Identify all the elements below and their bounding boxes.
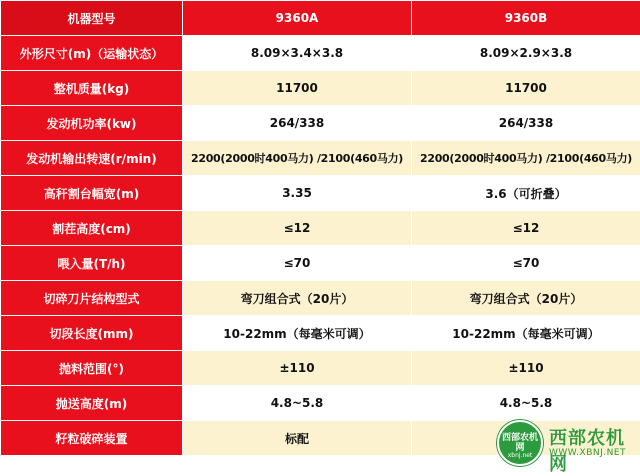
spec-label: 籽粒破碎装置 — [1, 421, 183, 456]
spec-label: 高秆割台幅宽(m) — [1, 176, 183, 211]
spec-label: 切碎刀片结构型式 — [1, 281, 183, 316]
table-row — [1, 176, 640, 211]
table-row — [1, 36, 640, 71]
model-b-value: 3.6（可折叠） — [412, 176, 640, 211]
spec-label: 喂入量(T/h) — [1, 246, 183, 281]
spec-label: 外形尺寸(m)（运输状态） — [1, 36, 183, 71]
spec-label: 割茬高度(cm) — [1, 211, 183, 246]
model-a-value: 2200(2000时400马力) /2100(460马力) — [183, 141, 412, 176]
spec-label: 切段长度(mm) — [1, 316, 183, 351]
model-a-value: 10-22mm（每毫米可调） — [183, 316, 412, 351]
model-a-value: ±110 — [183, 351, 412, 386]
model-b-value — [412, 421, 640, 456]
table-row — [1, 141, 640, 176]
model-b-value: 弯刀组合式（20片） — [412, 281, 640, 316]
table-row — [1, 316, 640, 351]
spec-label: 抛料范围(°) — [1, 351, 183, 386]
model-a-value: 标配 — [183, 421, 412, 456]
model-a-value: 264/338 — [183, 106, 412, 141]
table-row — [1, 281, 640, 316]
table-row — [1, 71, 640, 106]
model-a-value: ≤70 — [183, 246, 412, 281]
model-b-value: 2200(2000时400马力) /2100(460马力) — [412, 141, 640, 176]
model-a-value: 11700 — [183, 71, 412, 106]
spec-body — [1, 36, 640, 456]
spec-label: 整机质量(kg) — [1, 71, 183, 106]
spec-label: 发动机输出转速(r/min) — [1, 141, 183, 176]
model-b-value: 10-22mm（每毫米可调） — [412, 316, 640, 351]
model-a-value: 弯刀组合式（20片） — [183, 281, 412, 316]
table-row — [1, 106, 640, 141]
model-a-value: 4.8~5.8 — [183, 386, 412, 421]
model-a-value: 3.35 — [183, 176, 412, 211]
site-url: WWW.XBNJ.NET — [549, 448, 626, 458]
model-b-value: ≤70 — [412, 246, 640, 281]
table-row — [1, 386, 640, 421]
model-b-value: ≤12 — [412, 211, 640, 246]
model-b-header: 9360B — [412, 1, 640, 36]
model-b-value: 264/338 — [412, 106, 640, 141]
table-row — [1, 421, 640, 456]
site-logo-badge-sub: xbnj.net — [499, 452, 541, 459]
table-row — [1, 351, 640, 386]
model-b-value: 4.8~5.8 — [412, 386, 640, 421]
header-row — [1, 1, 640, 36]
spec-label: 抛送高度(m) — [1, 386, 183, 421]
model-a-value: ≤12 — [183, 211, 412, 246]
model-a-header: 9360A — [183, 1, 412, 36]
model-b-value: 11700 — [412, 71, 640, 106]
model-header: 机器型号 — [1, 1, 183, 36]
spec-label: 发动机功率(kw) — [1, 106, 183, 141]
model-a-value: 8.09×3.4×3.8 — [183, 36, 412, 71]
site-name: 西部农机网 — [549, 424, 637, 476]
table-row — [1, 246, 640, 281]
site-logo-badge-text: 西部农机网 — [499, 433, 541, 453]
model-b-value: ±110 — [412, 351, 640, 386]
table-row — [1, 211, 640, 246]
model-b-value: 8.09×2.9×3.8 — [412, 36, 640, 71]
